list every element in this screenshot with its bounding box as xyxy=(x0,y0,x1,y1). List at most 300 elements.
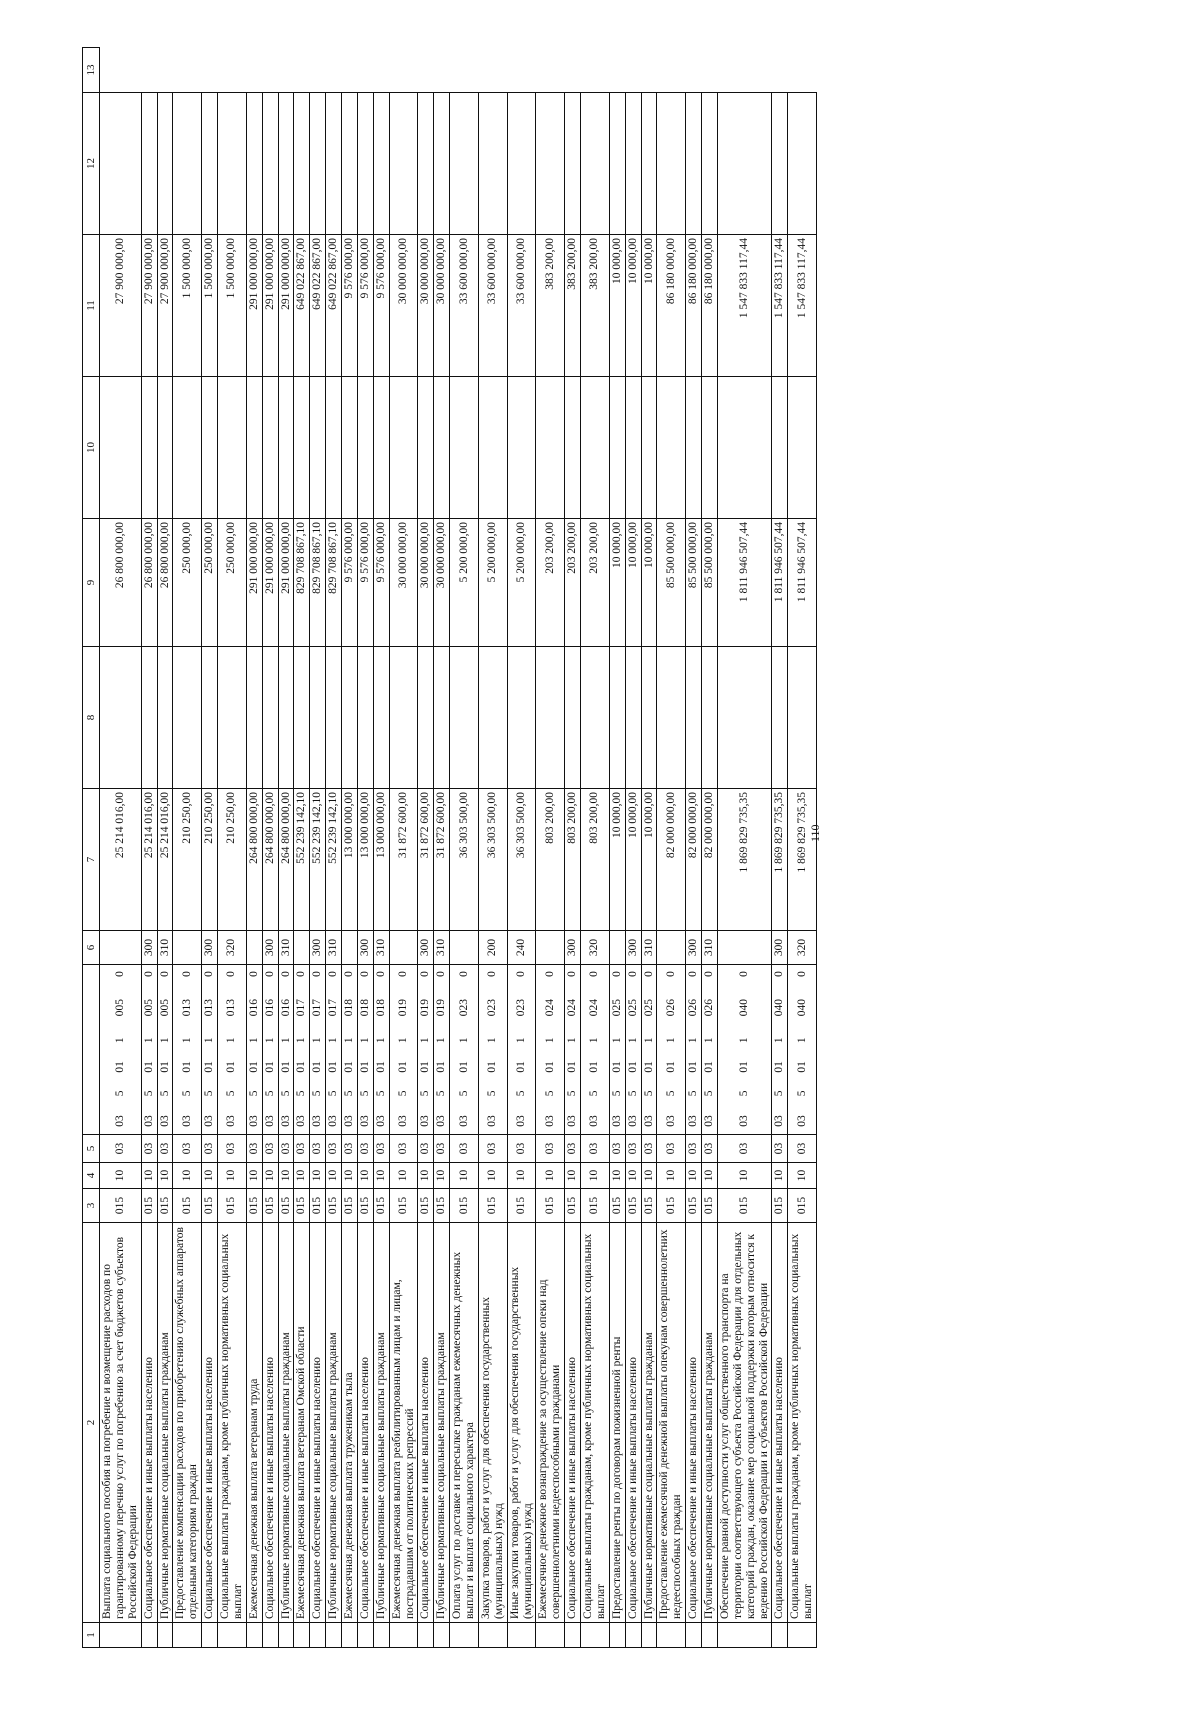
target-article-part: 03 xyxy=(543,1115,556,1127)
target-article-part: 01 xyxy=(225,1061,238,1073)
admin-code-cell: 015 xyxy=(157,1189,173,1223)
section-code-cell: 10 xyxy=(310,1163,326,1189)
subsection-code-cell: 03 xyxy=(310,1135,326,1163)
table-row xyxy=(342,48,358,1648)
amount-cell: 1 547 833 117,44 xyxy=(772,235,788,377)
amount-cell: 9 576 000,00 xyxy=(373,235,389,377)
row-number-cell xyxy=(202,1623,218,1648)
target-article-part: 5 xyxy=(263,1090,276,1097)
amount-cell xyxy=(717,377,772,519)
row-number-cell xyxy=(294,1623,310,1648)
target-article-part: 1 xyxy=(566,1037,579,1044)
target-article-part: 01 xyxy=(358,1061,371,1073)
amount-cell xyxy=(772,377,788,519)
target-article-part: 01 xyxy=(795,1061,808,1073)
target-article-part: 03 xyxy=(486,1115,499,1127)
table-row xyxy=(278,48,294,1648)
expense-type-cell: 300 xyxy=(262,931,278,965)
target-article-cell xyxy=(262,965,278,1135)
table-row xyxy=(157,48,173,1648)
amount-cell: 85 500 000,00 xyxy=(702,519,718,647)
amount-cell xyxy=(450,93,479,235)
expense-type-cell: 300 xyxy=(310,931,326,965)
amount-cell: 1 811 946 507,44 xyxy=(788,519,817,647)
amount-cell xyxy=(641,93,657,235)
amount-cell xyxy=(625,647,641,789)
admin-code-cell: 015 xyxy=(310,1189,326,1223)
amount-cell xyxy=(262,93,278,235)
target-article-part: 1 xyxy=(327,1037,340,1044)
subsection-code-cell: 03 xyxy=(246,1135,262,1163)
column-header: 10 xyxy=(83,377,100,519)
target-article-part: 1 xyxy=(435,1037,448,1044)
target-article-code xyxy=(397,967,410,1132)
target-article-cell xyxy=(202,965,218,1135)
subsection-code-cell: 03 xyxy=(686,1135,702,1163)
amount-cell: 85 500 000,00 xyxy=(686,519,702,647)
table-row xyxy=(609,48,625,1648)
row-number-cell xyxy=(389,1623,418,1648)
target-article-code xyxy=(359,967,372,1132)
amount-cell: 26 800 000,00 xyxy=(100,519,142,647)
section-code-cell: 10 xyxy=(434,1163,450,1189)
expense-type-cell: 300 xyxy=(357,931,373,965)
column-header: 12 xyxy=(83,93,100,235)
table-row xyxy=(625,48,641,1648)
section-code-cell: 10 xyxy=(100,1163,142,1189)
target-article-code xyxy=(295,967,308,1132)
target-article-cell xyxy=(218,965,247,1135)
target-article-part: 01 xyxy=(642,1061,655,1073)
amount-cell: 291 000 000,00 xyxy=(278,235,294,377)
table-row xyxy=(772,48,788,1648)
subsection-code-cell: 03 xyxy=(100,1135,142,1163)
amount-cell: 30 000 000,00 xyxy=(389,519,418,647)
amount-cell: 1 547 833 117,44 xyxy=(788,235,817,377)
target-article-part: 01 xyxy=(610,1061,623,1073)
expense-type-cell: 300 xyxy=(418,931,434,965)
column-header: 2 xyxy=(83,1223,100,1623)
subsection-code-cell: 03 xyxy=(141,1135,157,1163)
row-number-cell xyxy=(218,1623,247,1648)
target-article-cell xyxy=(434,965,450,1135)
subsection-code-cell: 03 xyxy=(373,1135,389,1163)
target-article-part: 01 xyxy=(263,1061,276,1073)
amount-cell: 291 000 000,00 xyxy=(246,235,262,377)
admin-code-cell: 015 xyxy=(565,1189,581,1223)
subsection-code-cell: 03 xyxy=(478,1135,507,1163)
target-article-part: 025 xyxy=(642,999,655,1017)
amount-cell: 829 708 867,10 xyxy=(310,519,326,647)
target-article-part: 016 xyxy=(279,999,292,1017)
amount-cell: 33 600 000,00 xyxy=(450,235,479,377)
amount-cell xyxy=(373,93,389,235)
target-article-part: 5 xyxy=(687,1090,700,1097)
target-article-part: 1 xyxy=(247,1037,260,1044)
target-article-code xyxy=(181,967,194,1132)
amount-cell xyxy=(772,93,788,235)
amount-cell: 250 000,00 xyxy=(202,519,218,647)
row-number-cell xyxy=(342,1623,358,1648)
target-article-part: 01 xyxy=(703,1061,715,1073)
amount-cell xyxy=(536,647,565,789)
target-article-cell xyxy=(507,965,536,1135)
amount-cell xyxy=(507,93,536,235)
target-article-cell xyxy=(278,965,294,1135)
amount-cell: 210 250,00 xyxy=(202,789,218,931)
section-code-cell: 10 xyxy=(202,1163,218,1189)
amount-cell: 383 200,00 xyxy=(581,235,610,377)
target-article-part: 1 xyxy=(642,1037,655,1044)
amount-cell: 86 180 000,00 xyxy=(702,235,718,377)
target-article-part: 01 xyxy=(343,1061,355,1073)
target-article-part: 1 xyxy=(203,1037,216,1044)
target-article-part: 5 xyxy=(225,1090,238,1097)
amount-cell xyxy=(478,647,507,789)
admin-code-cell: 015 xyxy=(100,1189,142,1223)
target-article-part: 03 xyxy=(515,1115,528,1127)
target-article-part: 026 xyxy=(703,999,715,1017)
section-code-cell: 10 xyxy=(389,1163,418,1189)
table-row xyxy=(657,48,686,1648)
target-article-part: 01 xyxy=(327,1061,340,1073)
amount-cell: 210 250,00 xyxy=(218,789,247,931)
target-article-part: 5 xyxy=(457,1090,470,1097)
admin-code-cell: 015 xyxy=(202,1189,218,1223)
target-article-cell xyxy=(357,965,373,1135)
row-name-cell: Социальное обеспечение и иные выплаты населению xyxy=(772,1223,788,1623)
row-name-cell: Закупка товаров, работ и услуг для обеспечения государственных (муниципальных) нужд xyxy=(478,1223,507,1623)
target-article-cell xyxy=(702,965,718,1135)
target-article-part: 03 xyxy=(327,1115,340,1127)
amount-cell xyxy=(218,377,247,519)
subsection-code-cell: 03 xyxy=(641,1135,657,1163)
admin-code-cell: 015 xyxy=(772,1189,788,1223)
amount-cell xyxy=(100,93,142,235)
target-article-part: 01 xyxy=(180,1061,193,1073)
expense-type-cell: 300 xyxy=(686,931,702,965)
amount-cell xyxy=(686,647,702,789)
target-article-part: 01 xyxy=(486,1061,499,1073)
target-article-code xyxy=(611,967,624,1132)
target-article-part: 03 xyxy=(626,1115,639,1127)
amount-cell xyxy=(278,93,294,235)
target-article-part: 5 xyxy=(247,1090,260,1097)
target-article-code xyxy=(643,967,656,1132)
amount-cell: 82 000 000,00 xyxy=(702,789,718,931)
amount-cell: 5 200 000,00 xyxy=(507,519,536,647)
table-row xyxy=(294,48,310,1648)
section-code-cell: 10 xyxy=(218,1163,247,1189)
target-article-part: 0 xyxy=(158,971,171,977)
target-article-part: 0 xyxy=(626,971,639,977)
amount-cell xyxy=(657,93,686,235)
target-article-part: 01 xyxy=(142,1061,155,1073)
amount-cell xyxy=(278,377,294,519)
target-article-part: 03 xyxy=(588,1115,601,1127)
amount-cell xyxy=(788,93,817,235)
target-article-cell xyxy=(772,965,788,1135)
row-number-cell xyxy=(609,1623,625,1648)
amount-cell: 85 500 000,00 xyxy=(657,519,686,647)
admin-code-cell: 015 xyxy=(657,1189,686,1223)
target-article-code xyxy=(159,967,172,1132)
admin-code-cell: 015 xyxy=(686,1189,702,1223)
target-article-part: 0 xyxy=(247,971,260,977)
amount-cell: 1 500 000,00 xyxy=(218,235,247,377)
amount-cell: 10 000,00 xyxy=(625,789,641,931)
subsection-code-cell: 03 xyxy=(788,1135,817,1163)
row-number-cell xyxy=(357,1623,373,1648)
table-row xyxy=(478,48,507,1648)
amount-cell: 31 872 600,00 xyxy=(434,789,450,931)
row-number-cell xyxy=(278,1623,294,1648)
target-article-part: 026 xyxy=(664,999,677,1017)
section-code-cell: 10 xyxy=(702,1163,718,1189)
amount-cell xyxy=(641,377,657,519)
amount-cell: 1 811 946 507,44 xyxy=(717,519,772,647)
amount-cell xyxy=(389,377,418,519)
amount-cell: 803 200,00 xyxy=(536,789,565,931)
subsection-code-cell: 03 xyxy=(342,1135,358,1163)
amount-cell xyxy=(788,647,817,789)
target-article-part: 1 xyxy=(263,1037,276,1044)
admin-code-cell: 015 xyxy=(507,1189,536,1223)
target-article-part: 03 xyxy=(311,1115,324,1127)
amount-cell: 649 022 867,00 xyxy=(310,235,326,377)
target-article-part: 025 xyxy=(626,999,639,1017)
target-article-part: 03 xyxy=(279,1115,292,1127)
amount-cell: 250 000,00 xyxy=(173,519,202,647)
amount-cell xyxy=(326,377,342,519)
target-article-part: 03 xyxy=(703,1115,715,1127)
target-article-part: 019 xyxy=(419,999,432,1017)
target-article-part: 03 xyxy=(142,1115,155,1127)
target-article-part: 5 xyxy=(486,1090,499,1097)
row-name-cell: Публичные нормативные социальные выплаты гражданам xyxy=(326,1223,342,1623)
amount-cell xyxy=(310,377,326,519)
target-article-part: 0 xyxy=(435,971,448,977)
amount-cell: 1 869 829 735,35 xyxy=(717,789,772,931)
amount-cell: 291 000 000,00 xyxy=(278,519,294,647)
amount-cell: 30 000 000,00 xyxy=(418,235,434,377)
expense-type-cell xyxy=(609,931,625,965)
target-article-code xyxy=(435,967,448,1132)
target-article-part: 03 xyxy=(343,1115,355,1127)
amount-cell: 36 303 500,00 xyxy=(478,789,507,931)
target-article-part: 0 xyxy=(311,971,324,977)
target-article-part: 016 xyxy=(247,999,260,1017)
target-article-part: 0 xyxy=(543,971,556,977)
target-article-part: 0 xyxy=(142,971,155,977)
column-header: 13 xyxy=(83,48,100,93)
table-body xyxy=(100,48,817,1648)
row-name-cell: Публичные нормативные социальные выплаты гражданам xyxy=(641,1223,657,1623)
section-code-cell: 10 xyxy=(246,1163,262,1189)
row-name-cell: Социальные выплаты гражданам, кроме публичных нормативных социальных выплат xyxy=(218,1223,247,1623)
target-article-code xyxy=(248,967,261,1132)
admin-code-cell: 015 xyxy=(641,1189,657,1223)
table-row xyxy=(702,48,718,1648)
target-article-part: 1 xyxy=(664,1037,677,1044)
target-article-part: 1 xyxy=(279,1037,292,1044)
target-article-code xyxy=(773,967,786,1132)
subsection-code-cell: 03 xyxy=(357,1135,373,1163)
target-article-code xyxy=(203,967,216,1132)
target-article-code xyxy=(311,967,324,1132)
row-name-cell: Предоставление компенсации расходов по приобретению служебных аппаратов отдельным категориям граждан xyxy=(173,1223,202,1623)
amount-cell: 33 600 000,00 xyxy=(507,235,536,377)
target-article-part: 03 xyxy=(419,1115,432,1127)
amount-cell: 1 547 833 117,44 xyxy=(717,235,772,377)
target-article-cell xyxy=(389,965,418,1135)
column-header: 1 xyxy=(83,1623,100,1648)
subsection-code-cell: 03 xyxy=(202,1135,218,1163)
expense-type-cell: 300 xyxy=(772,931,788,965)
target-article-part: 01 xyxy=(773,1061,786,1073)
table-row xyxy=(141,48,157,1648)
table-row xyxy=(262,48,278,1648)
row-number-cell xyxy=(157,1623,173,1648)
expense-type-cell xyxy=(717,931,772,965)
target-article-part: 03 xyxy=(738,1115,751,1127)
target-article-part: 5 xyxy=(327,1090,340,1097)
amount-cell: 36 303 500,00 xyxy=(450,789,479,931)
amount-cell: 26 800 000,00 xyxy=(141,519,157,647)
amount-cell xyxy=(141,93,157,235)
budget-table xyxy=(82,47,817,1648)
target-article-cell xyxy=(100,965,142,1135)
amount-cell xyxy=(717,647,772,789)
amount-cell: 552 239 142,10 xyxy=(326,789,342,931)
amount-cell xyxy=(686,377,702,519)
amount-cell xyxy=(581,377,610,519)
section-code-cell: 10 xyxy=(657,1163,686,1189)
amount-cell: 26 800 000,00 xyxy=(157,519,173,647)
amount-cell xyxy=(418,377,434,519)
target-article-part: 0 xyxy=(327,971,340,977)
amount-cell xyxy=(609,93,625,235)
expense-type-cell xyxy=(342,931,358,965)
amount-cell: 30 000 000,00 xyxy=(434,235,450,377)
row-number-cell xyxy=(141,1623,157,1648)
amount-cell: 13 000 000,00 xyxy=(373,789,389,931)
target-article-part: 01 xyxy=(295,1061,308,1073)
amount-cell xyxy=(326,93,342,235)
amount-cell xyxy=(342,647,358,789)
target-article-part: 1 xyxy=(225,1037,238,1044)
target-article-cell xyxy=(173,965,202,1135)
amount-cell xyxy=(218,93,247,235)
row-number-cell xyxy=(686,1623,702,1648)
row-number-cell xyxy=(772,1623,788,1648)
amount-cell: 291 000 000,00 xyxy=(246,519,262,647)
amount-cell xyxy=(157,93,173,235)
target-article-part: 1 xyxy=(295,1037,308,1044)
row-name-cell: Социальные выплаты гражданам, кроме публичных нормативных социальных выплат xyxy=(788,1223,817,1623)
amount-cell xyxy=(262,377,278,519)
target-article-part: 1 xyxy=(543,1037,556,1044)
row-name-cell: Социальное обеспечение и иные выплаты населению xyxy=(565,1223,581,1623)
amount-cell xyxy=(246,377,262,519)
row-name-cell: Публичные нормативные социальные выплаты гражданам xyxy=(434,1223,450,1623)
row-name-cell: Ежемесячная денежная выплата ветеранам Омской области xyxy=(294,1223,310,1623)
column-number-row xyxy=(83,48,100,1648)
row-name-cell: Социальные выплаты гражданам, кроме публичных нормативных социальных выплат xyxy=(581,1223,610,1623)
section-code-cell: 10 xyxy=(581,1163,610,1189)
target-article-part: 0 xyxy=(225,971,238,977)
amount-cell: 1 869 829 735,35 xyxy=(788,789,817,931)
expense-type-cell: 310 xyxy=(326,931,342,965)
amount-cell xyxy=(772,647,788,789)
target-article-part: 019 xyxy=(435,999,448,1017)
amount-cell: 30 000 000,00 xyxy=(389,235,418,377)
expense-type-cell: 310 xyxy=(157,931,173,965)
expense-type-cell: 320 xyxy=(788,931,817,965)
target-article-part: 0 xyxy=(358,971,371,977)
target-article-part: 005 xyxy=(113,999,126,1017)
amount-cell: 9 576 000,00 xyxy=(342,519,358,647)
amount-cell: 25 214 016,00 xyxy=(100,789,142,931)
target-article-part: 1 xyxy=(311,1037,324,1044)
subsection-code-cell: 03 xyxy=(702,1135,718,1163)
admin-code-cell: 015 xyxy=(788,1189,817,1223)
target-article-code xyxy=(343,967,356,1132)
target-article-code xyxy=(143,967,156,1132)
table-row xyxy=(310,48,326,1648)
amount-cell xyxy=(609,377,625,519)
target-article-part: 01 xyxy=(687,1061,700,1073)
target-article-part: 1 xyxy=(158,1037,171,1044)
row-name-cell: Социальное обеспечение и иные выплаты населению xyxy=(202,1223,218,1623)
subsection-code-cell: 03 xyxy=(609,1135,625,1163)
subsection-code-cell: 03 xyxy=(389,1135,418,1163)
target-article-part: 1 xyxy=(515,1037,528,1044)
target-article-part: 0 xyxy=(279,971,292,977)
target-article-part: 03 xyxy=(295,1115,308,1127)
target-article-part: 01 xyxy=(566,1061,579,1073)
target-article-part: 1 xyxy=(703,1037,715,1044)
target-article-part: 019 xyxy=(397,999,410,1017)
target-article-part: 025 xyxy=(610,999,623,1017)
amount-cell xyxy=(657,377,686,519)
target-article-part: 0 xyxy=(738,971,751,977)
target-article-part: 0 xyxy=(486,971,499,977)
section-code-cell: 10 xyxy=(450,1163,479,1189)
amount-cell xyxy=(536,377,565,519)
target-article-part: 1 xyxy=(773,1037,786,1044)
target-article-code xyxy=(703,967,716,1132)
target-article-part: 1 xyxy=(142,1037,155,1044)
section-code-cell: 10 xyxy=(717,1163,772,1189)
admin-code-cell: 015 xyxy=(357,1189,373,1223)
target-article-part: 1 xyxy=(374,1037,387,1044)
amount-cell: 10 000,00 xyxy=(609,235,625,377)
table-row xyxy=(173,48,202,1648)
subsection-code-cell: 03 xyxy=(625,1135,641,1163)
amount-cell xyxy=(246,93,262,235)
target-article-cell xyxy=(717,965,772,1135)
amount-cell xyxy=(507,377,536,519)
target-article-cell xyxy=(478,965,507,1135)
target-article-part: 040 xyxy=(773,999,786,1017)
target-article-part: 0 xyxy=(374,971,387,977)
amount-cell: 10 000,00 xyxy=(641,789,657,931)
amount-cell xyxy=(702,647,718,789)
target-article-part: 01 xyxy=(588,1061,601,1073)
target-article-part: 1 xyxy=(358,1037,371,1044)
table-row xyxy=(246,48,262,1648)
